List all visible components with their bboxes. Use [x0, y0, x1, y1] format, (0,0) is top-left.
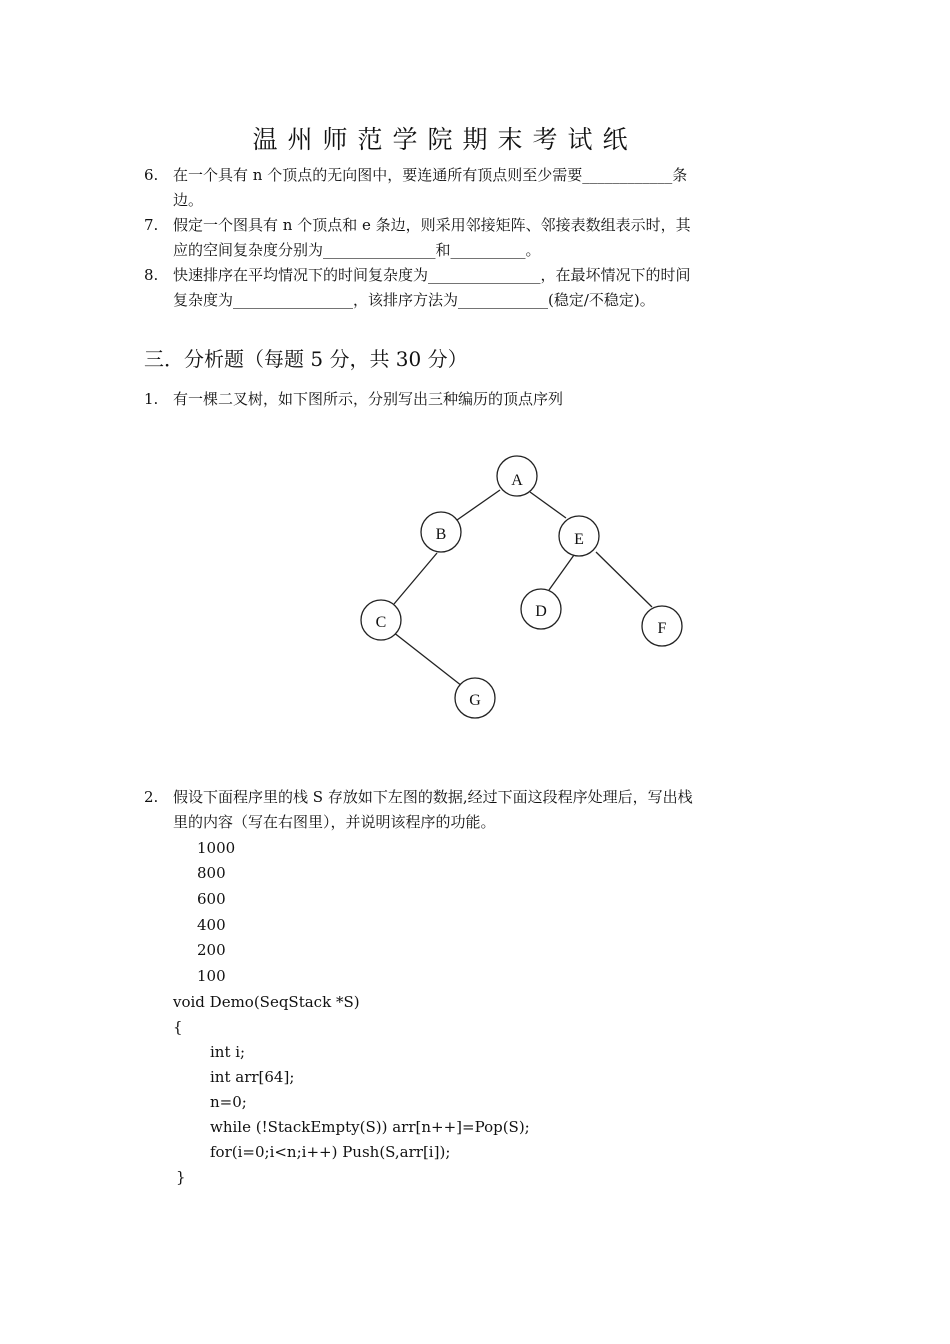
question-8-line-1: 快速排序在平均情况下的时间复杂度为_______________，在最坏情况下的时间 [173, 266, 691, 284]
code-line: for(i=0;i<n;i++) Push(S,arr[i]); [210, 1143, 451, 1161]
analysis-q1-text: 有一棵二叉树，如下图所示，分别写出三种编历的顶点序列 [173, 390, 564, 408]
question-7-line-2: 应的空间复杂度分别为_______________和__________。 [173, 241, 541, 259]
node-A-label: A [511, 472, 523, 489]
section-heading: 三．分析题（每题 5 分，共 30 分） [144, 347, 468, 371]
node-B-label: B [435, 526, 447, 543]
code-line: { [173, 1018, 183, 1036]
edge-A-E [530, 492, 566, 518]
question-7-line-1: 假定一个图具有 n 个顶点和 e 条边，则采用邻接矩阵、邻接表数组表示时，其 [173, 216, 691, 234]
edge-E-D [549, 555, 574, 590]
stack-value: 100 [197, 967, 226, 985]
edge-E-F [596, 552, 652, 607]
question-6-line-1: 在一个具有 n 个顶点的无向图中，要连通所有顶点则至少需要____________条 [173, 166, 688, 184]
edge-C-G [393, 632, 462, 686]
analysis-q2-number: 2. [144, 788, 159, 806]
stack-value: 800 [197, 864, 226, 882]
code-line: int arr[64]; [210, 1068, 295, 1086]
node-F-label: F [657, 620, 667, 637]
question-6-number: 6. [144, 166, 159, 184]
stack-value: 1000 [197, 839, 236, 857]
stack-value: 200 [197, 941, 226, 959]
code-line: while (!StackEmpty(S)) arr[n++]=Pop(S); [210, 1118, 530, 1136]
code-line: void Demo(SeqStack *S) [173, 993, 360, 1011]
question-6-line-2: 边。 [173, 191, 204, 209]
edge-A-B [457, 490, 500, 520]
stack-value: 400 [197, 916, 226, 934]
question-7-number: 7. [144, 216, 159, 234]
stack-value: 600 [197, 890, 226, 908]
analysis-q1-number: 1. [144, 390, 159, 408]
edge-B-C [394, 553, 437, 604]
question-8-line-2: 复杂度为________________，该排序方法为____________(稳定/不稳定)。 [173, 291, 655, 309]
code-line: } [176, 1168, 186, 1186]
analysis-q2-line-1: 假设下面程序里的栈 S 存放如下左图的数据,经过下面这段程序处理后，写出栈 [173, 788, 693, 806]
node-E-label: E [574, 531, 584, 548]
node-C-label: C [375, 614, 387, 631]
page-title: 温州师范学院期末考试纸 [252, 125, 638, 154]
node-D-label: D [535, 603, 547, 620]
code-line: int i; [210, 1043, 246, 1061]
analysis-q2-line-2: 里的内容（写在右图里），并说明该程序的功能。 [173, 813, 496, 831]
code-line: n=0; [210, 1093, 247, 1111]
node-G-label: G [469, 692, 481, 709]
question-8-number: 8. [144, 266, 159, 284]
